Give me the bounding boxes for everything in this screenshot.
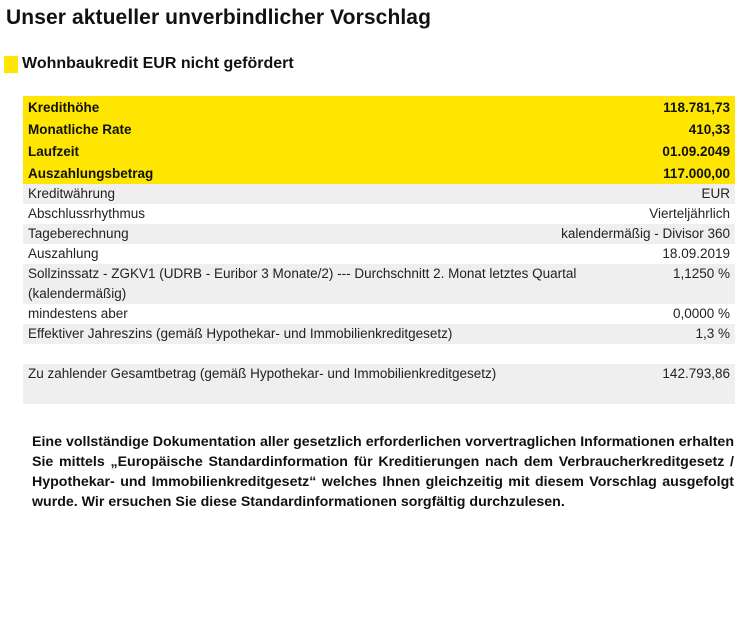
- table-row-minimum-rate: [23, 304, 735, 324]
- row-label: Zu zahlender Gesamtbetrag (gemäß Hypothekar- und Immobilienkreditgesetz): [28, 366, 497, 381]
- section-header: [4, 54, 294, 74]
- row-value: 410,33: [688, 121, 730, 137]
- table-row-monthly-rate: [23, 118, 735, 140]
- row-label: Tageberechnung: [28, 226, 129, 241]
- row-value: 118.781,73: [663, 99, 730, 115]
- table-row-billing-cycle: [23, 204, 735, 224]
- row-value: 01.09.2049: [662, 143, 730, 159]
- row-value: EUR: [701, 186, 730, 201]
- row-label: Abschlussrhythmus: [28, 206, 146, 221]
- table-row-interest-rate: [23, 264, 735, 304]
- row-value: 18.09.2019: [662, 246, 730, 261]
- table-row-effective-rate: [23, 324, 735, 344]
- row-label: Auszahlung: [28, 246, 99, 261]
- row-label: Laufzeit: [28, 143, 80, 159]
- table-row-currency: [23, 184, 735, 204]
- row-value: 0,0000 %: [672, 306, 730, 321]
- row-label: Kreditwährung: [28, 186, 116, 201]
- section-title: Wohnbaukredit EUR nicht gefördert: [22, 55, 294, 72]
- row-label: Kredithöhe: [28, 99, 100, 115]
- row-label: Sollzinssatz - ZGKV1 (UDRB - Euribor 3 Monate/2) --- Durchschnitt 2. Monat letztes Quartal (kalendermäßig): [28, 266, 577, 301]
- table-row-credit-amount: [23, 96, 735, 118]
- row-label: Monatliche Rate: [28, 121, 132, 137]
- row-label: Auszahlungsbetrag: [28, 165, 154, 181]
- page-title: Unser aktueller unverbindlicher Vorschlag: [6, 6, 432, 29]
- table-row-payout-date: [23, 244, 735, 264]
- table-row-term: [23, 140, 735, 162]
- row-value: kalendermäßig - Divisor 360: [561, 226, 730, 241]
- row-value: 1,3 %: [695, 326, 730, 341]
- disclaimer-text: Eine vollständige Dokumentation aller gesetzlich erforderlichen vorvertraglichen Informationen erhalten Sie mittels „Europäische Standardinformation für Kreditierungen nach dem Verbraucherkreditgesetz / Hypothekar- und Immobilienkreditgesetz“ welches Ihnen gleichzeitig mit diesem Vorschlag ausgefolgt wurde. Wir ersuchen Sie diese Standardinformationen sorgfältig durchzulesen.: [32, 434, 734, 510]
- row-value: 142.793,86: [662, 366, 730, 381]
- table-row-payout-amount: [23, 162, 735, 184]
- table-spacer: [23, 344, 735, 364]
- row-label: Effektiver Jahreszins (gemäß Hypothekar- und Immobilienkreditgesetz): [28, 326, 453, 341]
- row-value: Vierteljährlich: [649, 206, 730, 221]
- row-value: 117.000,00: [663, 165, 730, 181]
- loan-table: [23, 96, 735, 404]
- row-label: mindestens aber: [28, 306, 128, 321]
- table-row-day-count: [23, 224, 735, 244]
- row-value: 1,1250 %: [672, 266, 730, 281]
- table-row-total-amount: [23, 364, 735, 404]
- yellow-square-icon: [4, 56, 18, 73]
